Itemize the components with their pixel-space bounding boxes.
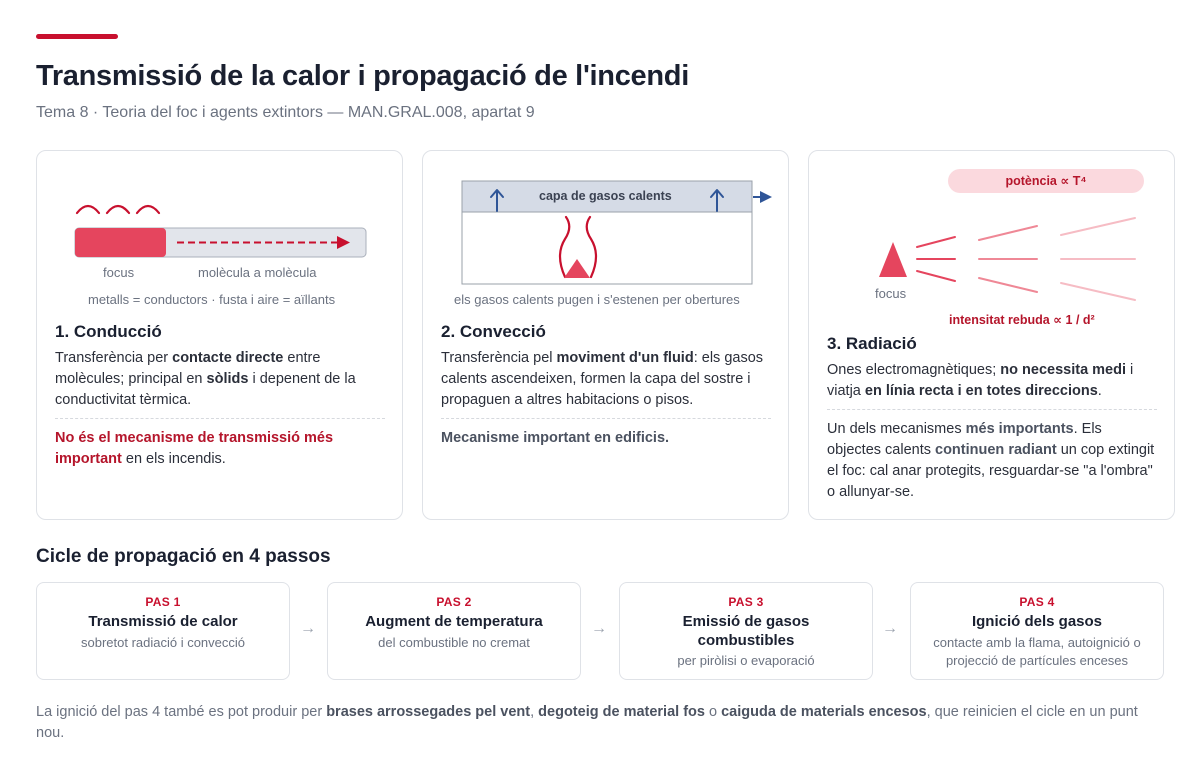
radiation-rays: [917, 218, 1135, 300]
card-conduction: [36, 150, 403, 520]
step-number: PAS 3: [728, 595, 764, 609]
step-name: Ignició dels gasos: [971, 613, 1103, 630]
card-title: 1. Conducció: [55, 322, 162, 341]
card-description: Transferència per contacte directe entre molècules; principal en sòlids i depenent de la conductivitat tèrmica.: [55, 350, 356, 408]
page-subtitle: Tema 8 · Teoria del foc i agents extintors — MAN.GRAL.008, apartat 9: [36, 104, 535, 121]
label-focus: focus: [103, 265, 135, 280]
arrow-right-icon: →: [882, 620, 898, 637]
divider: [441, 418, 771, 419]
step-detail: sobretot radiació i convecció: [80, 635, 246, 650]
card-note: Mecanisme important en edificis.: [441, 430, 670, 446]
power-label: potència ∝ T⁴: [1005, 174, 1087, 188]
step-detail: del combustible no cremat: [378, 635, 530, 650]
card-note: Un dels mecanismes més importants. Els objectes calents continuen radiant un cop extingit el foc: cal anar protegits, resguardar-se "a l'ombra" o allunyar-se.: [827, 421, 1155, 500]
card-radiation: [808, 150, 1175, 520]
heated-zone: [75, 228, 166, 257]
divider: [55, 418, 385, 419]
arrow-right-icon: →: [591, 620, 607, 637]
card-title: 3. Radiació: [827, 334, 917, 353]
step-number: PAS 4: [1019, 595, 1055, 609]
gas-layer-label: capa de gasos calents: [539, 189, 672, 203]
cycle-step-4: [910, 582, 1164, 680]
cycle-step-1: [36, 582, 290, 680]
label-molecule-path: molècula a molècula: [198, 265, 317, 280]
step-detail: per piròlisi o evaporació: [677, 653, 815, 668]
flame-icon: [879, 242, 907, 277]
step-name: Augment de temperatura: [365, 613, 543, 630]
label-focus: focus: [875, 286, 907, 301]
cycle-title: Cicle de propagació en 4 passos: [36, 546, 331, 567]
step-detail: contacte amb la flama, autoignició o projecció de partícules enceses: [933, 635, 1141, 668]
cycle-step-2: [327, 582, 581, 680]
card-title: 2. Convecció: [441, 322, 546, 341]
convection-diagram: [423, 151, 790, 301]
accent-bar: [36, 34, 118, 39]
step-number: PAS 2: [436, 595, 472, 609]
convection-caption: els gasos calents pugen i s'estenen per obertures: [454, 292, 740, 307]
conduction-caption: metalls = conductors · fusta i aire = aïllants: [88, 292, 336, 307]
card-convection: [422, 150, 789, 520]
card-note: No és el mecanisme de transmissió més important en els incendis.: [55, 430, 334, 467]
step-name: Transmissió de calor: [88, 613, 238, 630]
card-description: Ones electromagnètiques; no necessita medi i viatja en línia recta i en totes direccions.: [827, 362, 1134, 399]
cycle-step-3: [619, 582, 873, 680]
card-description: Transferència pel moviment d'un fluid: els gasos calents ascendeixen, formen la capa del sostre i propaguen a altres habitacions o pisos.: [441, 350, 764, 408]
outflow-arrow-icon: [753, 191, 772, 203]
intensity-label: intensitat rebuda ∝ 1 / d²: [949, 313, 1095, 327]
step-number: PAS 1: [145, 595, 181, 609]
divider: [827, 409, 1157, 410]
arrow-right-icon: →: [300, 620, 316, 637]
step-name: Emissió de gasos combustibles: [682, 613, 810, 649]
footer-note: La ignició del pas 4 també es pot produir per brases arrossegades pel vent, degoteig de material fos o caiguda de materials encesos, que reinicien el cicle en un punt nou.: [36, 704, 1138, 741]
heat-waves-icon: [77, 206, 159, 213]
page-title: Transmissió de la calor i propagació de l'incendi: [36, 60, 689, 92]
